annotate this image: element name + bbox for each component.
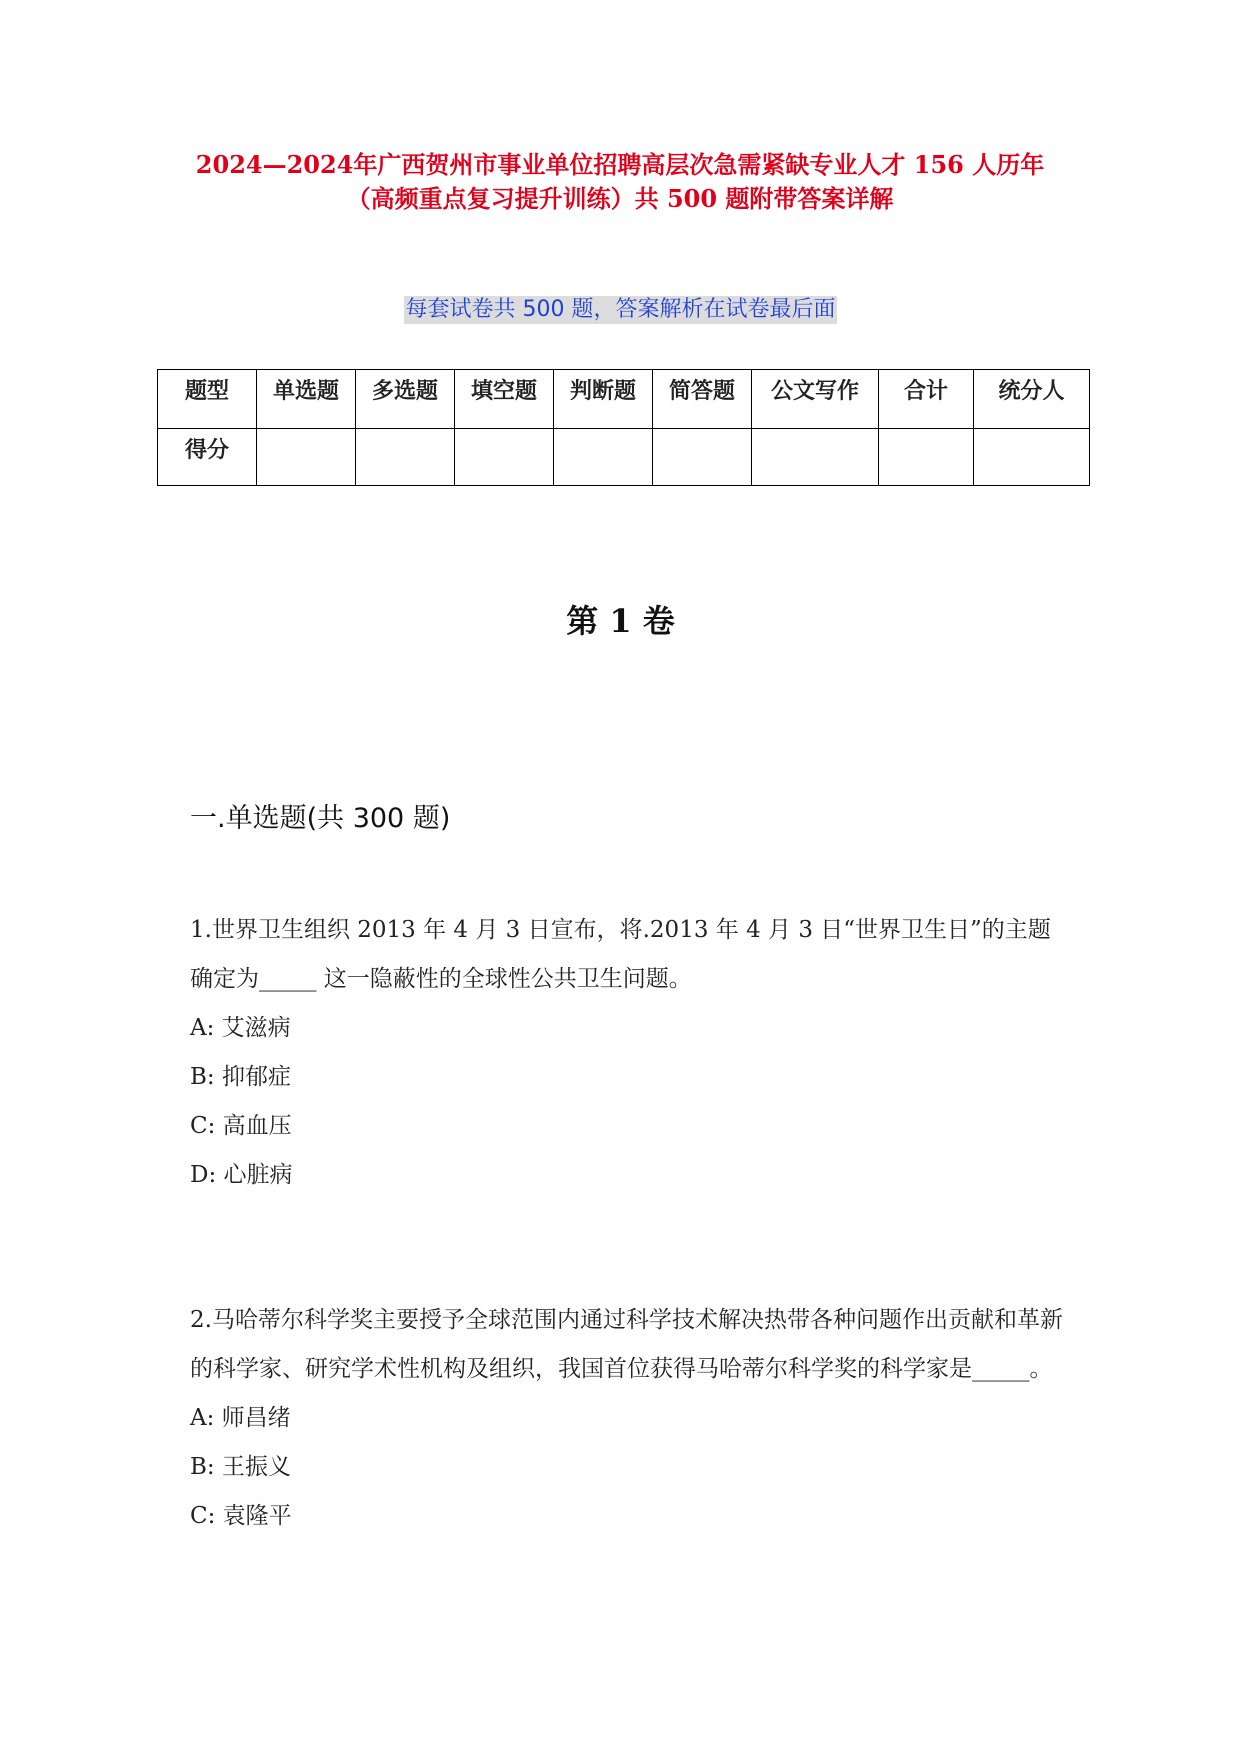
score-cell <box>554 429 653 486</box>
score-table-header: 填空题 <box>455 370 554 429</box>
question-option: A: 师昌绪 <box>190 1405 291 1431</box>
question-option: B: 抑郁症 <box>190 1064 291 1090</box>
score-table-header-row <box>158 370 1090 429</box>
question-2 <box>190 1296 1070 1541</box>
score-table-header: 题型 <box>158 370 257 429</box>
score-table-header: 多选题 <box>356 370 455 429</box>
document-title <box>140 148 1100 216</box>
section-title: 一.单选题(共 300 题) <box>190 803 451 834</box>
document-title-line-1: 2024—2024年广西贺州市事业单位招聘高层次急需紧缺专业人才 156 人历年 <box>195 150 1045 179</box>
score-table-score-row <box>158 429 1090 486</box>
question-option: D: 心脏病 <box>190 1162 293 1188</box>
notice-text: 每套试卷共 500 题，答案解析在试卷最后面 <box>405 297 836 322</box>
question-option: B: 王振义 <box>190 1454 291 1480</box>
score-cell <box>455 429 554 486</box>
score-table-header: 统分人 <box>974 370 1090 429</box>
score-table <box>157 369 1090 486</box>
score-table-header: 简答题 <box>653 370 752 429</box>
score-table-header: 合计 <box>879 370 974 429</box>
score-table-header: 判断题 <box>554 370 653 429</box>
question-stem: 2.马哈蒂尔科学奖主要授予全球范围内通过科学技术解决热带各种问题作出贡献和革新的科学家、研究学术性机构及组织，我国首位获得马哈蒂尔科学奖的科学家是_____。 <box>190 1307 1063 1382</box>
score-cell <box>653 429 752 486</box>
question-option: C: 袁隆平 <box>190 1503 292 1529</box>
score-cell <box>879 429 974 486</box>
score-cell <box>974 429 1090 486</box>
score-cell <box>257 429 356 486</box>
notice-banner <box>0 296 1241 324</box>
question-1 <box>190 906 1070 1200</box>
score-cell <box>356 429 455 486</box>
volume-title: 第 1 卷 <box>566 602 675 640</box>
question-option: A: 艾滋病 <box>190 1015 291 1041</box>
document-title-line-2: （高频重点复习提升训练）共 500 题附带答案详解 <box>346 184 894 213</box>
question-option: C: 高血压 <box>190 1113 292 1139</box>
score-table-header: 单选题 <box>257 370 356 429</box>
question-stem: 1.世界卫生组织 2013 年 4 月 3 日宣布，将.2013 年 4 月 3 日“世界卫生日”的主题确定为_____ 这一隐蔽性的全球性公共卫生问题。 <box>190 917 1051 992</box>
score-table-header: 公文写作 <box>752 370 879 429</box>
score-row-label: 得分 <box>158 429 257 486</box>
score-cell <box>752 429 879 486</box>
